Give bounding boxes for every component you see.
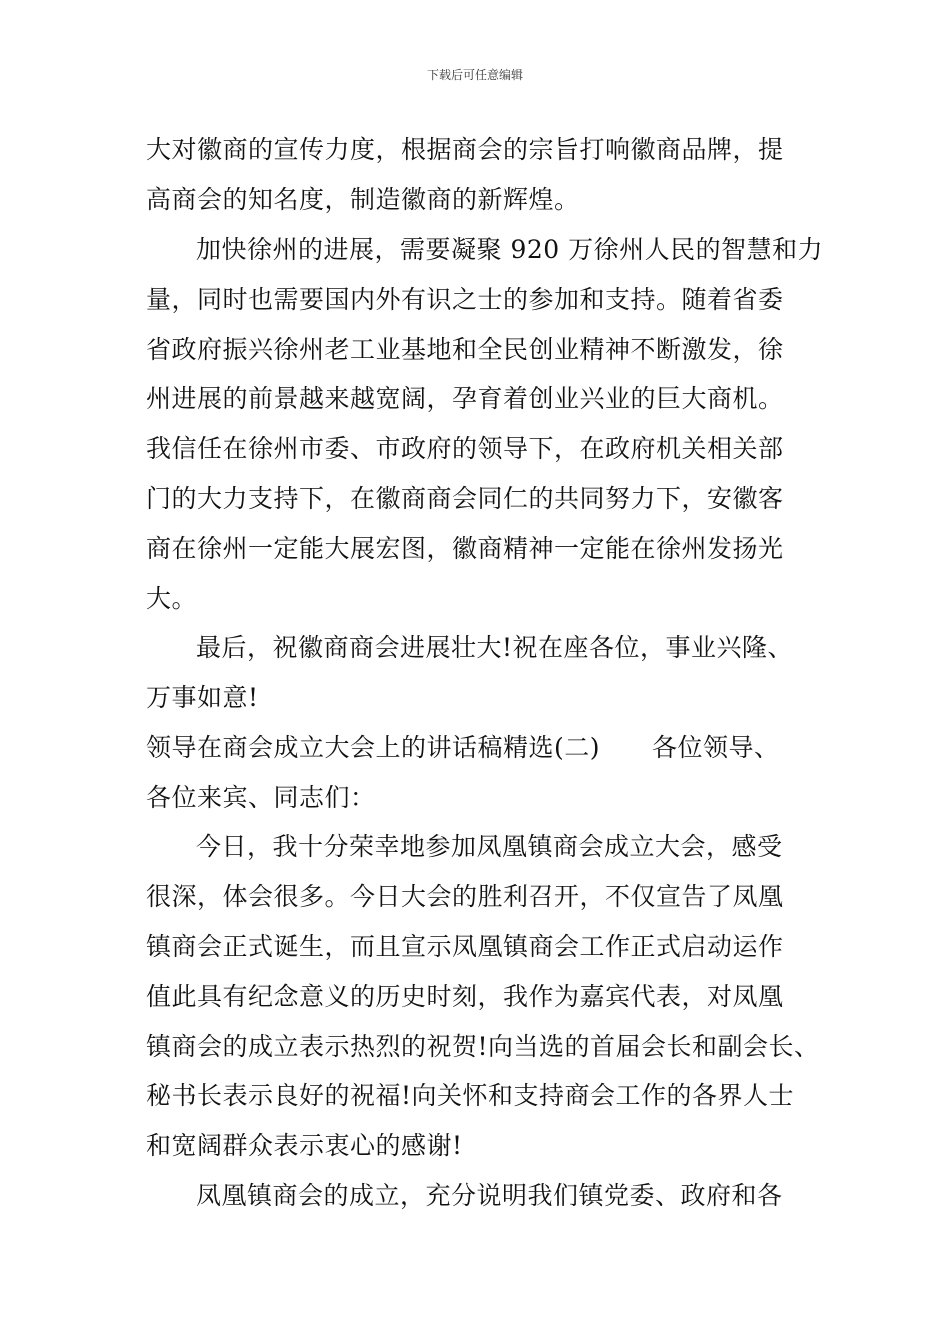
text-line: 加快徐州的进展，需要凝聚 920 万徐州人民的智慧和力 [196, 235, 824, 264]
text-line: 大。 [146, 584, 198, 613]
text-line: 镇商会正式诞生，而且宣示凤凰镇商会工作正式启动运作 [146, 932, 784, 961]
text-line: 门的大力支持下，在徽商商会同仁的共同努力下，安徽客 [146, 484, 784, 513]
text-line: 各位来宾、同志们： [146, 783, 376, 812]
salutation-start: 各位领导、 [652, 733, 780, 762]
section-title: 领导在商会成立大会上的讲话稿精选(二) [146, 733, 601, 762]
text-line: 很深，体会很多。今日大会的胜利召开，不仅宣告了凤凰 [146, 882, 784, 911]
text-line: 量，同时也需要国内外有识之士的参加和支持。随着省委 [146, 285, 784, 314]
text-line: 大对徽商的宣传力度，根据商会的宗旨打响徽商品牌，提 [146, 135, 784, 164]
text-line: 高商会的知名度，制造徽商的新辉煌。 [146, 185, 580, 214]
text-line: 省政府振兴徐州老工业基地和全民创业精神不断激发，徐 [146, 335, 784, 364]
text-line: 镇商会的成立表示热烈的祝贺!向当选的首届会长和副会长、 [146, 1032, 820, 1061]
text-line: 商在徐州一定能大展宏图，徽商精神一定能在徐州发扬光 [146, 534, 784, 563]
text-line: 秘书长表示良好的祝福!向关怀和支持商会工作的各界人士 [146, 1081, 795, 1110]
text-line: 值此具有纪念意义的历史时刻，我作为嘉宾代表，对凤凰 [146, 982, 784, 1011]
text-line: 最后，祝徽商商会进展壮大!祝在座各位，事业兴隆、 [196, 633, 794, 662]
text-line: 州进展的前景越来越宽阔，孕育着创业兴业的巨大商机。 [146, 384, 784, 413]
text-line: 今日，我十分荣幸地参加凤凰镇商会成立大会，感受 [196, 832, 783, 861]
text-line: 万事如意! [146, 683, 259, 712]
text-line: 我信任在徐州市委、市政府的领导下，在政府机关相关部 [146, 434, 784, 463]
page-header: 下载后可任意编辑 [426, 68, 523, 82]
text-line: 凤凰镇商会的成立，充分说明我们镇党委、政府和各 [196, 1181, 783, 1210]
section-title-line [146, 735, 780, 760]
text-line: 和宽阔群众表示衷心的感谢! [146, 1131, 463, 1160]
